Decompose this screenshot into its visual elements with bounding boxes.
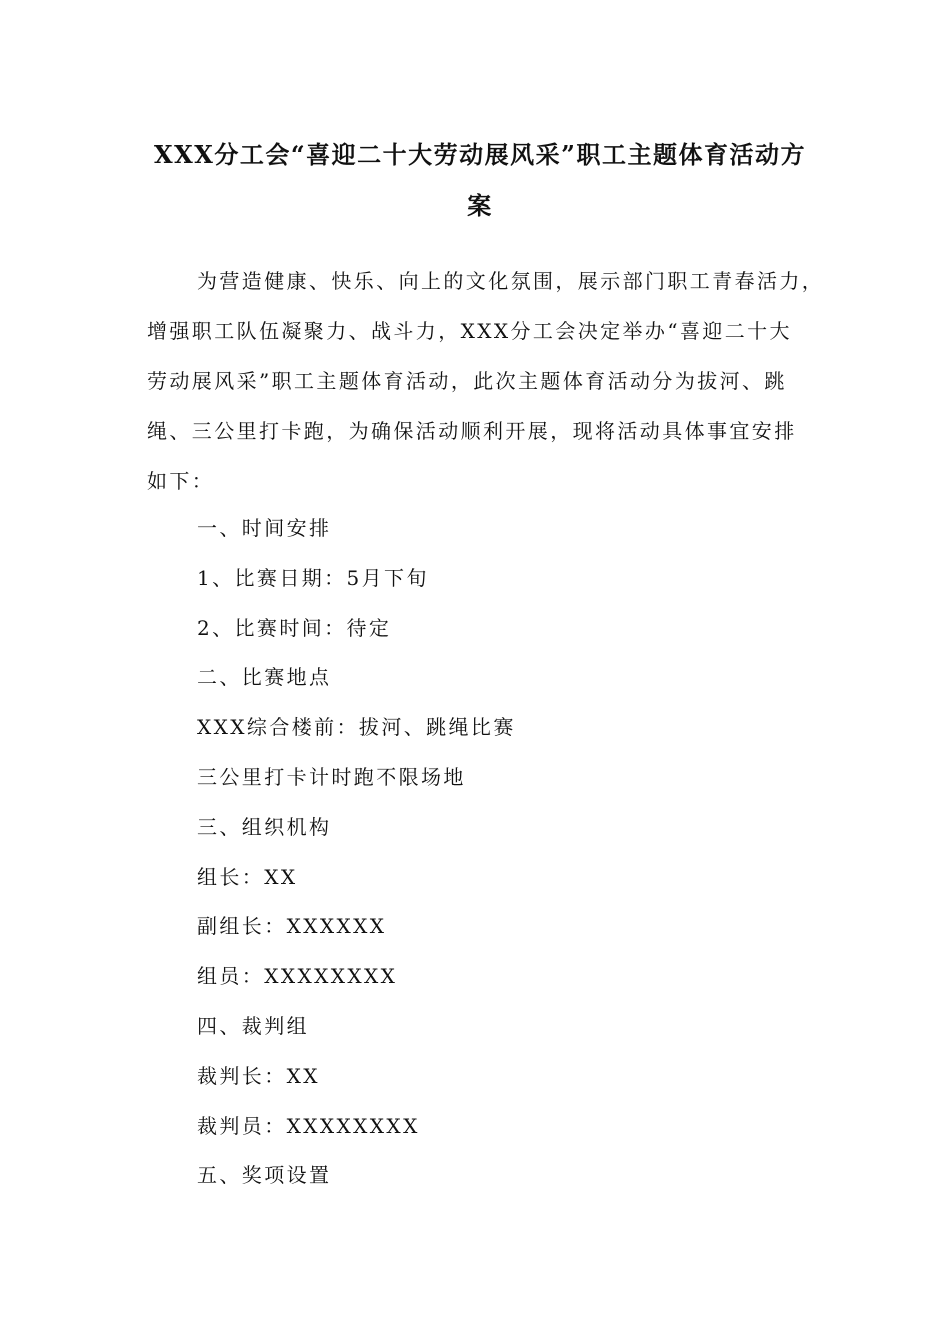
org-leader: 组长：XX <box>197 864 298 889</box>
intro-line-3: 劳动展风采”职工主题体育活动，此次主题体育活动分为拔河、跳 <box>147 369 787 393</box>
section-list <box>197 504 837 1201</box>
intro-paragraph <box>147 256 837 506</box>
schedule-date: 1、比赛日期：5月下旬 <box>197 565 429 590</box>
section-heading-venue: 二、比赛地点 <box>197 665 332 690</box>
referee-members: 裁判员：XXXXXXXX <box>197 1113 420 1138</box>
section-heading-awards: 五、奖项设置 <box>197 1163 332 1188</box>
venue-run: 三公里打卡计时跑不限场地 <box>197 764 466 789</box>
document-title <box>140 129 820 231</box>
referee-chief: 裁判长：XX <box>197 1063 320 1088</box>
venue-main: XXX综合楼前：拔河、跳绳比赛 <box>197 715 516 740</box>
org-deputy-leader: 副组长：XXXXXX <box>197 914 387 939</box>
intro-line-5: 如下： <box>147 469 215 493</box>
intro-line-2: 增强职工队伍凝聚力、战斗力，XXX分工会决定举办“喜迎二十大 <box>147 319 792 343</box>
section-heading-schedule: 一、时间安排 <box>197 516 332 540</box>
schedule-time: 2、比赛时间：待定 <box>197 615 392 640</box>
title-line-1: XXX分工会“喜迎二十大劳动展风采”职工主题体育活动方 <box>154 140 806 169</box>
title-line-2: 案 <box>467 191 493 220</box>
intro-line-1: 为营造健康、快乐、向上的文化氛围，展示部门职工青春活力， <box>197 269 825 293</box>
intro-line-4: 绳、三公里打卡跑，为确保活动顺利开展，现将活动具体事宜安排 <box>147 419 797 443</box>
org-members: 组员：XXXXXXXX <box>197 964 398 989</box>
section-heading-organization: 三、组织机构 <box>197 814 332 839</box>
section-heading-referees: 四、裁判组 <box>197 1013 309 1038</box>
